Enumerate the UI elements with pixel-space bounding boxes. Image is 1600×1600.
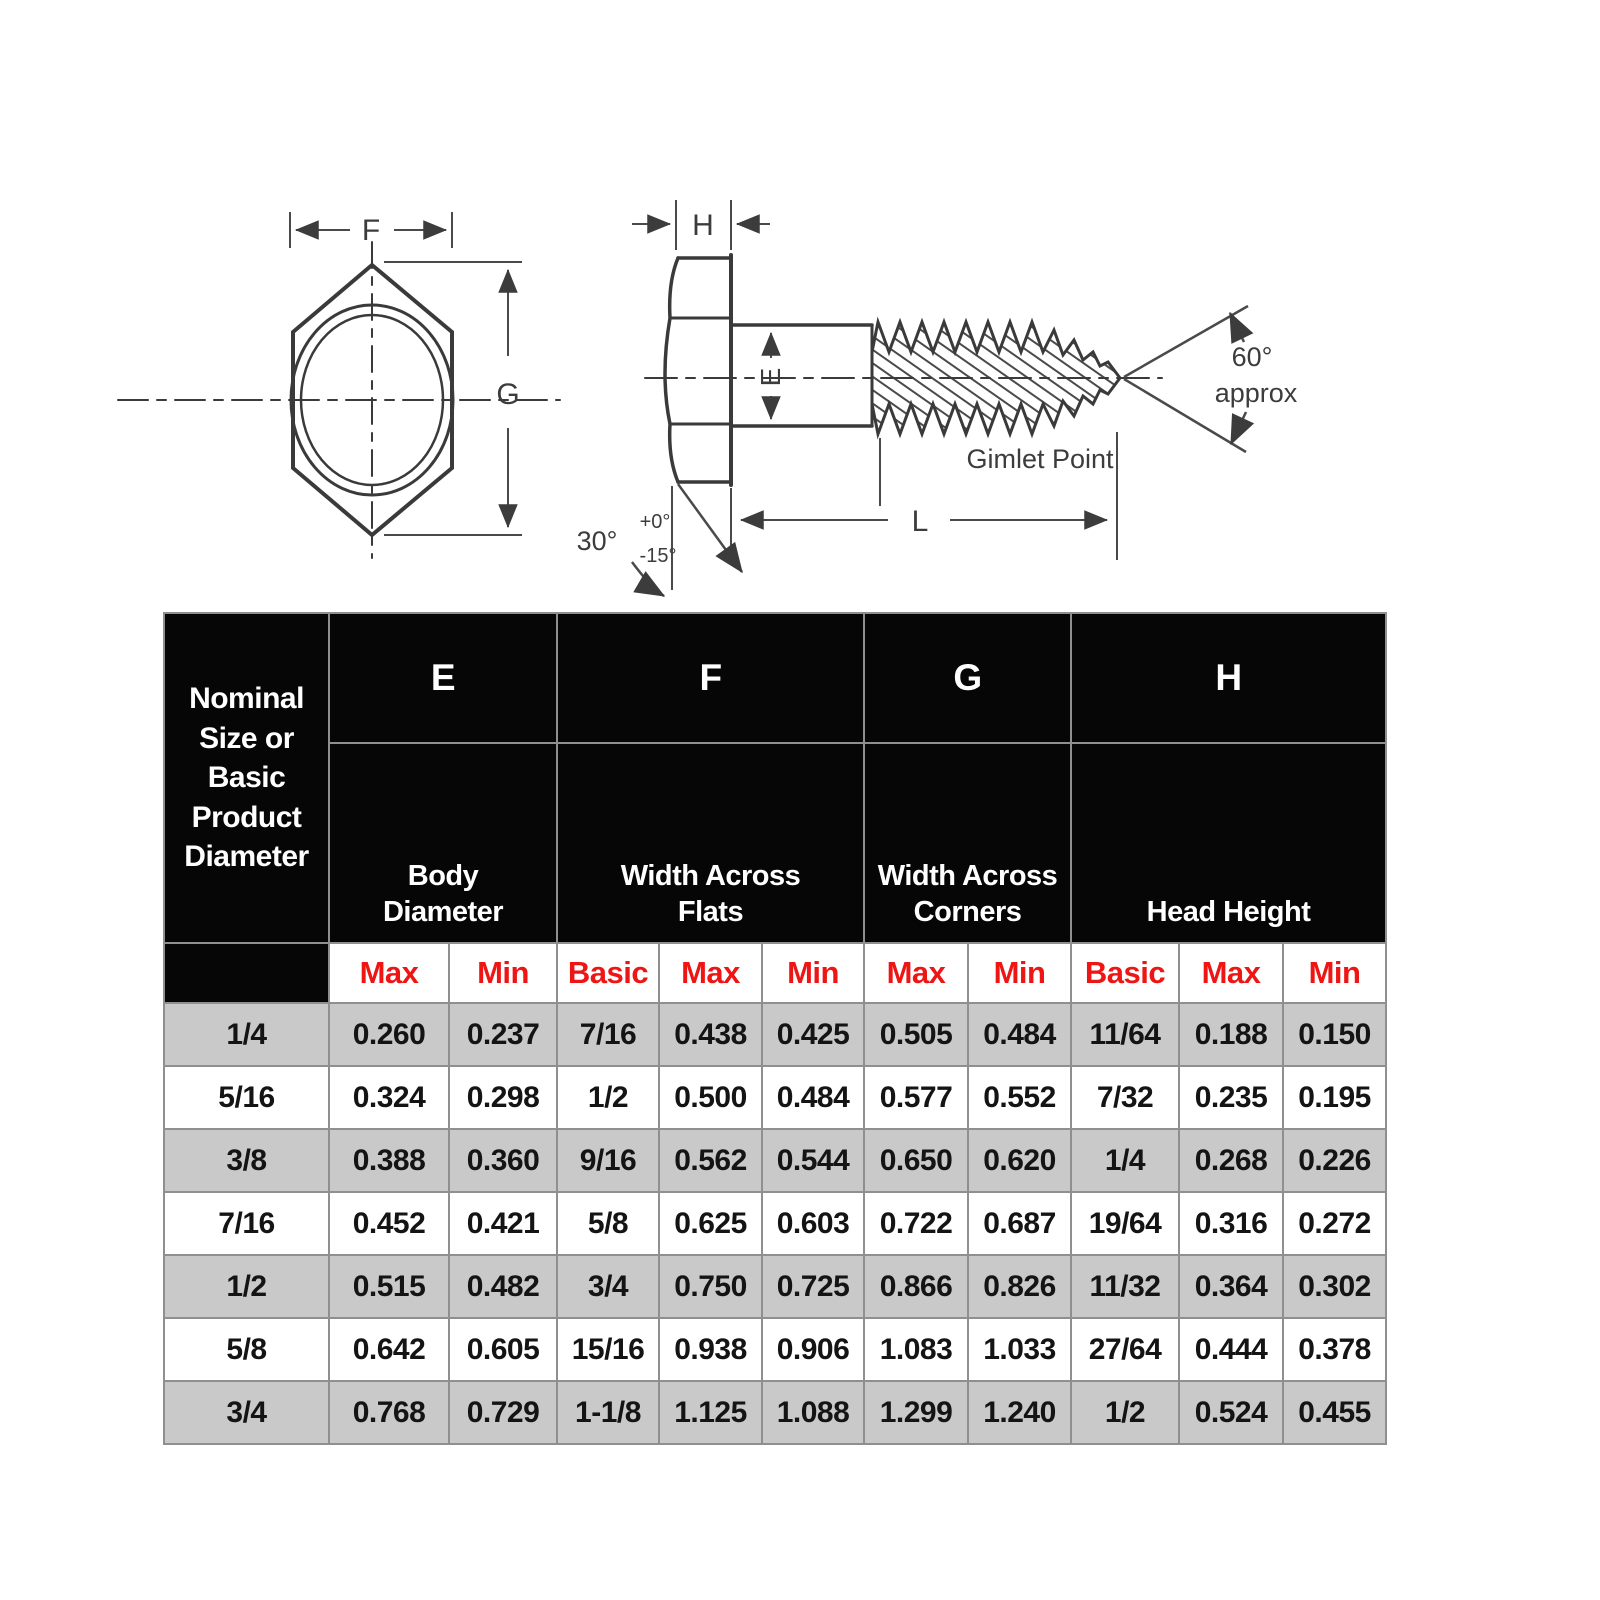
value-cell: 0.826 [968,1255,1071,1318]
value-cell: 0.906 [762,1318,864,1381]
value-cell: 0.687 [968,1192,1071,1255]
label-tolerance-plus: +0° [639,511,671,533]
lag-screw-spec-table [163,612,1387,1445]
subheader-cell: Basic [1071,943,1179,1003]
subheader-cell: Max [864,943,968,1003]
value-cell: 7/16 [557,1003,659,1066]
group-desc-head-height [1071,743,1386,943]
group-desc-body-diameter [329,743,557,943]
value-cell: 0.378 [1283,1318,1386,1381]
value-cell: 1.088 [762,1381,864,1444]
value-cell: 0.866 [864,1255,968,1318]
table-row [164,1255,1386,1318]
value-cell: 11/32 [1071,1255,1179,1318]
size-cell: 1/2 [164,1255,329,1318]
group-desc-width-across-flats [557,743,864,943]
value-cell: 0.444 [1179,1318,1283,1381]
table-row [164,1003,1386,1066]
value-cell: 1.299 [864,1381,968,1444]
value-cell: 5/8 [557,1192,659,1255]
head-chamfer-30 [632,484,742,596]
size-cell: 3/4 [164,1381,329,1444]
value-cell: 0.625 [659,1192,762,1255]
size-cell: 1/4 [164,1003,329,1066]
value-cell: 0.524 [1179,1381,1283,1444]
value-cell: 0.552 [968,1066,1071,1129]
value-cell: 0.260 [329,1003,449,1066]
chamfer-line [678,484,742,572]
value-cell: 0.729 [449,1381,557,1444]
angle-leader-arrow [632,562,664,596]
group-header-F: F [557,613,864,743]
value-cell: 15/16 [557,1318,659,1381]
value-cell: 0.195 [1283,1066,1386,1129]
size-cell: 3/8 [164,1129,329,1192]
value-cell: 0.938 [659,1318,762,1381]
table-row [164,1318,1386,1381]
header-letter-row [164,613,1386,743]
value-cell: 0.188 [1179,1003,1283,1066]
value-cell: 0.272 [1283,1192,1386,1255]
value-cell: 0.482 [449,1255,557,1318]
label-gimlet-point: Gimlet Point [966,444,1114,474]
value-cell: 0.562 [659,1129,762,1192]
value-cell: 0.364 [1179,1255,1283,1318]
size-cell: 5/8 [164,1318,329,1381]
subheader-cell: Max [1179,943,1283,1003]
corner-spacer-cell [164,943,329,1003]
corner-header: Nominal Size or Basic Product Diameter [164,613,329,943]
value-cell: 0.650 [864,1129,968,1192]
table-row [164,1381,1386,1444]
label-L: L [911,505,929,538]
value-cell: 3/4 [557,1255,659,1318]
value-cell: 0.421 [449,1192,557,1255]
header-description-row [164,743,1386,943]
value-cell: 0.425 [762,1003,864,1066]
subheader-cell: Max [329,943,449,1003]
lag-screw-dimension-diagram [0,0,1600,612]
value-cell: 0.302 [1283,1255,1386,1318]
value-cell: 1.240 [968,1381,1071,1444]
value-cell: 0.324 [329,1066,449,1129]
group-header-G: G [864,613,1071,743]
angle-leader-arrow [1231,412,1246,444]
value-cell: 0.268 [1179,1129,1283,1192]
subheader-cell: Min [968,943,1071,1003]
subheader-cell: Min [1283,943,1386,1003]
value-cell: 0.725 [762,1255,864,1318]
group-desc-width-across-corners [864,743,1071,943]
table-row [164,1192,1386,1255]
label-30-degrees: 30° [576,526,618,556]
label-H: H [692,209,714,242]
value-cell: 0.316 [1179,1192,1283,1255]
subheader-cell: Min [449,943,557,1003]
value-cell: 0.515 [329,1255,449,1318]
head-left-profile [665,258,678,482]
label-G: G [496,378,520,411]
value-cell: 0.484 [968,1003,1071,1066]
size-cell: 5/16 [164,1066,329,1129]
value-cell: 0.388 [329,1129,449,1192]
value-cell: 1.083 [864,1318,968,1381]
value-cell: 0.722 [864,1192,968,1255]
table-row [164,1066,1386,1129]
subheader-row [164,943,1386,1003]
value-cell: 0.642 [329,1318,449,1381]
label-approx: approx [1214,378,1298,408]
label-F: F [361,214,381,247]
value-cell: 7/32 [1071,1066,1179,1129]
label-tolerance-minus: -15° [639,545,677,567]
value-cell: 1/4 [1071,1129,1179,1192]
value-cell: 0.438 [659,1003,762,1066]
group-desc-text: Width Across Corners [877,860,1058,928]
value-cell: 0.360 [449,1129,557,1192]
value-cell: 0.620 [968,1129,1071,1192]
value-cell: 1/2 [557,1066,659,1129]
value-cell: 19/64 [1071,1192,1179,1255]
subheader-cell: Max [659,943,762,1003]
value-cell: 0.750 [659,1255,762,1318]
value-cell: 0.500 [659,1066,762,1129]
value-cell: 0.150 [1283,1003,1386,1066]
value-cell: 0.603 [762,1192,864,1255]
label-E: E [755,367,786,387]
group-header-H: H [1071,613,1386,743]
angle-line [1124,306,1248,377]
value-cell: 27/64 [1071,1318,1179,1381]
value-cell: 0.505 [864,1003,968,1066]
value-cell: 0.544 [762,1129,864,1192]
group-desc-text: Body Diameter [382,860,504,928]
value-cell: 1-1/8 [557,1381,659,1444]
value-cell: 1.125 [659,1381,762,1444]
value-cell: 0.768 [329,1381,449,1444]
subheader-cell: Basic [557,943,659,1003]
table-row [164,1129,1386,1192]
value-cell: 9/16 [557,1129,659,1192]
angle-leader-arrow [1230,313,1244,342]
value-cell: 1.033 [968,1318,1071,1381]
label-60-degrees: 60° [1231,342,1273,372]
value-cell: 0.484 [762,1066,864,1129]
value-cell: 11/64 [1071,1003,1179,1066]
value-cell: 1/2 [1071,1381,1179,1444]
group-desc-text: Width Across Flats [620,860,801,928]
value-cell: 0.237 [449,1003,557,1066]
value-cell: 0.455 [1283,1381,1386,1444]
hex-head-front-view [118,242,560,558]
value-cell: 0.605 [449,1318,557,1381]
group-desc-text: Head Height [1146,895,1311,928]
subheader-cell: Min [762,943,864,1003]
value-cell: 0.226 [1283,1129,1386,1192]
value-cell: 0.577 [864,1066,968,1129]
group-header-E: E [329,613,557,743]
value-cell: 0.298 [449,1066,557,1129]
value-cell: 0.452 [329,1192,449,1255]
size-cell: 7/16 [164,1192,329,1255]
value-cell: 0.235 [1179,1066,1283,1129]
